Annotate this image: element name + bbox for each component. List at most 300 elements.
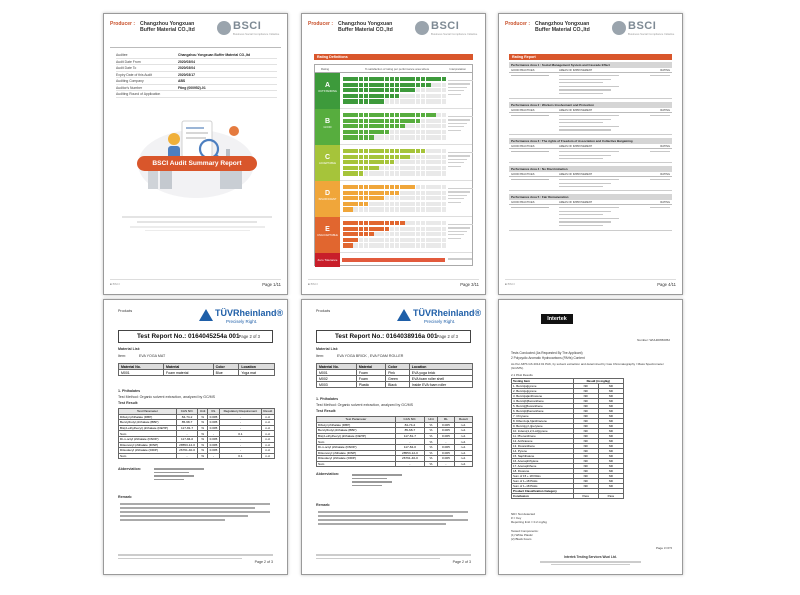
table-cell: 10. Indeno[1,2,3-cd]pyrene (512, 429, 574, 434)
table-cell: % (424, 439, 437, 445)
rating-scale (343, 185, 446, 213)
bsci-logo-icon (415, 21, 429, 35)
table-cell: 0.005 (207, 436, 219, 442)
column-header: Color (213, 364, 239, 370)
table-cell: Bis(2-ethylhexyl) phthalate (DEHP) (119, 425, 177, 431)
table-cell: n.d. (454, 433, 472, 439)
table-cell: ND (598, 459, 623, 464)
rating-letter: B (324, 118, 331, 125)
field-label: Audit Date From (116, 59, 141, 64)
table-cell: 16. Acenaphthylene (512, 459, 574, 464)
table-cell: - (207, 431, 219, 437)
column-header: Material No. (119, 364, 164, 370)
field-value: ABS (178, 79, 186, 83)
rating-badge (315, 73, 340, 109)
field-label: Expiry Date of this Audit (116, 72, 152, 77)
table-cell: % (198, 436, 208, 442)
table-cell: - (220, 442, 261, 448)
table-cell: M001 (317, 370, 357, 376)
footer-logo: ■ BSCI (110, 282, 120, 286)
field-label: Auditee (116, 53, 128, 57)
field-value: 2020/03/04 (178, 59, 195, 64)
table-cell: ND (598, 479, 623, 484)
table-cell: EVA foam roller shell (409, 376, 472, 382)
table-cell: Di-n-octyl phthalate (DNOP) (119, 436, 177, 442)
tuv-triangle-icon (397, 309, 411, 321)
table-cell: % (424, 422, 437, 428)
table-cell: ND (573, 459, 598, 464)
table-cell: 13. Fluoranthene (512, 444, 574, 449)
table-cell: 0.1 (220, 431, 261, 437)
table-cell: ND (573, 409, 598, 414)
rating-scale (343, 149, 446, 177)
bsci-logo-icon (612, 21, 626, 35)
table-cell: Dibutyl phthalate (DBP) (317, 422, 396, 428)
rating-scale (343, 113, 446, 141)
table-cell: Sum of 1~18 PAHs (512, 484, 574, 489)
table-cell: % (424, 428, 437, 434)
table-cell: 0.005 (207, 414, 219, 420)
table-cell: Sum (119, 453, 177, 459)
table-cell: ND (573, 479, 598, 484)
phthalate-results-table (118, 408, 275, 459)
rating-letter: D (324, 190, 331, 197)
material-table (316, 363, 473, 388)
column-header: Material No. (317, 364, 357, 370)
table-cell: ND (598, 484, 623, 489)
column-header: Unit (198, 409, 208, 415)
table-cell: % (424, 444, 437, 450)
table-cell: 0.005 (207, 420, 219, 426)
table-cell: n.d. (454, 450, 472, 456)
table-cell: 0.005 (438, 444, 455, 450)
table-cell: 117-84-0 (176, 436, 197, 442)
table-cell: n.d. (454, 461, 472, 467)
table-cell: Sum (317, 439, 396, 445)
field-label: Auditor's Number (116, 85, 143, 90)
page-footer: ■ BSCI Page 1/11 (110, 279, 281, 289)
table-cell: % (424, 433, 437, 439)
table-cell: 2. Benzo[e]pyrene (512, 389, 574, 394)
table-cell: Black (386, 382, 410, 388)
table-cell: Benzylbutyl phthalate (BBP) (119, 420, 177, 426)
table-cell: Sum of 1~18 PAHs (512, 479, 574, 484)
table-cell: 8. Dibenzo[a,h]anthracene (512, 419, 574, 424)
table-cell: 15. Naphthalene (512, 454, 574, 459)
field-value: 2020/03/17 (178, 72, 195, 77)
table-cell: - (395, 439, 424, 445)
table-cell: ND (598, 474, 623, 479)
column-header: Location (409, 364, 472, 370)
note-line: # = Key (511, 516, 522, 520)
material-table (118, 363, 275, 376)
rating-interpretation (448, 188, 473, 205)
performance-area-title: Performance Area 4 : No Discrimination (509, 166, 672, 172)
field-label: Auditing Company (116, 79, 144, 83)
column-header: Result (454, 417, 472, 423)
table-cell: - (176, 431, 197, 437)
field-label: Audit Date To (116, 66, 137, 70)
table-cell: % (424, 450, 437, 456)
page-header (110, 20, 281, 44)
table-cell: 5. Benzo[j]fluoranthene (512, 404, 574, 409)
table-cell: Plastic (356, 382, 385, 388)
table-cell: n.d. (261, 431, 274, 437)
table-cell: ND (573, 464, 598, 469)
performance-area-title: Performance Area 5 : Fair Remuneration (509, 194, 672, 200)
column-header: Result (in mg/kg) (573, 379, 623, 384)
table-cell: ND (598, 454, 623, 459)
audit-field-row (116, 91, 277, 98)
table-cell: % (198, 414, 208, 420)
table-cell: n.d. (261, 453, 274, 459)
remark-lines (120, 503, 270, 521)
table-cell: ND (598, 449, 623, 454)
table-cell: Dibutyl phthalate (DBP) (119, 414, 177, 420)
table-cell: n.d. (454, 456, 472, 462)
rating-letter: E (325, 226, 330, 233)
table-cell: n.d. (454, 439, 472, 445)
table-cell: 9. Benzo[g,h,i]perylene (512, 424, 574, 429)
table-cell: ND (573, 469, 598, 474)
page-footer: Page 2 of 3 (316, 554, 471, 568)
page-footer: Page 2 of 3 (118, 554, 273, 568)
rating-row (315, 73, 472, 109)
table-cell: - (220, 420, 261, 426)
table-cell: % (198, 431, 208, 437)
table-cell: % (198, 453, 208, 459)
performance-area-title: Performance Area 1 : Social Management System and Cascade Effect (509, 62, 672, 68)
column-header: Material (356, 364, 385, 370)
zero-tolerance-row: Zero Tolerance (315, 253, 472, 267)
rating-row (315, 217, 472, 253)
table-cell: % (198, 425, 208, 431)
conclusion-row: Conclusion Pass Pass (512, 494, 624, 499)
table-cell: M001 (119, 370, 164, 376)
column-header: Regulatory Requirement (220, 409, 261, 415)
table-cell: 12. Anthracene (512, 439, 574, 444)
table-cell: ND (573, 434, 598, 439)
table-cell: Inside EVA foam roller (409, 382, 472, 388)
bsci-logo: BSCI Business Social Compliance Initiative (217, 20, 279, 38)
table-cell: 26761-40-0 (395, 456, 424, 462)
doc-page-tuv-report-1[interactable]: Products TÜVRheinland® Precisely Right. Test Report No.: 0164045254a 001 Page 2 of 3 Material List: Item: EVA YOGA MAT Material No. Material Color Location M001 Foam material Blue Yoga mat 1. Phthalates Test Method: Organic solvent extraction, analyzed by GC/MS Test Result: Test Parameter CAS NO. Unit RL Regulatory Requirement Result Dibutyl phthalate (DBP) 84-74-2 % 0.005 - n.d. Benzylbutyl phthalate (BBP) 85-68-7 % 0.005 - n.d. Bis(2-ethylhexyl) phthalate (DEHP) 117-81-7 % 0.005 - n.d. Sum - % - 0.1 n.d. Di-n-octyl phthalate (DNOP) 117-84-0 % 0.005 - n.d. Diisononyl phthalate (DINP) 28553-12-0 % 0.005 - n.d. Diisodecyl phthalate (DIDP) 26761-40-0 % 0.005 - n.d. Sum - % - 0.1 n.d. Abbreviation: Remark: Page 2 of 3 (103, 299, 288, 575)
column-header: CAS NO. (395, 417, 424, 423)
audit-fields (116, 52, 277, 98)
table-cell: % (424, 456, 437, 462)
page-footer: Intertek Testing Services Wuxi Ltd. (519, 555, 662, 565)
table-cell: M002 (317, 376, 357, 382)
field-value: Fting (000952)-01 (178, 85, 206, 90)
table-cell: ND (598, 464, 623, 469)
table-cell: n.d. (261, 420, 274, 426)
performance-area-title: Performance Area 2 : Workers Involvement and Protection (509, 102, 672, 108)
rating-interpretation (448, 80, 473, 97)
table-cell: ND (573, 449, 598, 454)
page-header: Producer : Changzhou Yongxuan Buffer Material CO.,ltd BSCI Business Social Compliance Initiative (308, 20, 478, 36)
table-cell: ND (598, 419, 623, 424)
table-cell: Green (386, 376, 410, 382)
table-cell: Diisononyl phthalate (DINP) (119, 442, 177, 448)
report-number-box: Test Report No.: 0164038916a 001 Page 2 of 3 (316, 330, 471, 343)
abbreviation-lines (154, 468, 204, 480)
column-header: RL (438, 417, 455, 423)
table-cell: 4. Benzo[b]fluoranthene (512, 399, 574, 404)
table-cell: n.d. (261, 448, 274, 454)
column-header: CAS NO. (176, 409, 197, 415)
column-header: Test Parameter (317, 417, 396, 423)
table-cell: 0.005 (207, 442, 219, 448)
table-cell: 6. Benzo[k]fluoranthene (512, 409, 574, 414)
rating-name: INSUFFICIENT (318, 198, 337, 201)
table-row (317, 461, 473, 467)
table-cell: ND (573, 399, 598, 404)
table-cell: ND (573, 384, 598, 389)
rating-name: UNACCEPTABLE (317, 234, 338, 237)
table-cell: - (176, 453, 197, 459)
rating-table-header: Rating % satisfaction of rating per performance area where Interpretation (315, 65, 472, 73)
table-cell: Sum (119, 431, 177, 437)
performance-area: Performance Area 3 : The rights of Freedom of Association and Collective Bargaining GOOD PRACTICES AREAS OF IMPROVEMENT RATING (509, 138, 672, 163)
table-cell: 0.005 (438, 450, 455, 456)
report-banner: BSCI Audit Summary Report (137, 156, 257, 171)
table-cell: Bis(2-ethylhexyl) phthalate (DEHP) (317, 433, 396, 439)
table-cell: 18. Fluorene (512, 469, 574, 474)
table-cell: ND (598, 439, 623, 444)
bsci-logo: BSCI Business Social Compliance Initiative (612, 20, 674, 38)
table-cell: ND (598, 444, 623, 449)
table-row (119, 370, 275, 376)
producer-label: Producer : (110, 21, 136, 27)
table-cell: Yoga mat (239, 370, 275, 376)
table-row (317, 382, 473, 388)
table-cell: 117-84-0 (395, 444, 424, 450)
table-cell: Benzylbutyl phthalate (BBP) (317, 428, 396, 434)
table-cell: n.d. (261, 425, 274, 431)
abbreviation-lines (352, 474, 402, 486)
column-header: Unit (424, 417, 437, 423)
doc-page-rating-definitions[interactable] (301, 13, 486, 295)
column-header: Test Parameter (119, 409, 177, 415)
table-cell: 117-81-7 (395, 433, 424, 439)
table-cell: EVA yoga brick (409, 370, 472, 376)
tuv-triangle-icon (199, 309, 213, 321)
table-cell: ND (598, 399, 623, 404)
table-cell: ND (573, 404, 598, 409)
column-header: Result (261, 409, 274, 415)
column-header: Testing Item (512, 379, 574, 384)
rating-badge (315, 109, 340, 145)
column-header: Color (386, 364, 410, 370)
table-cell: % (198, 420, 208, 426)
doc-page-tuv-report-2[interactable]: Products TÜVRheinland® Precisely Right. Test Report No.: 0164038916a 001 Page 2 of 3 Material List: Item: EVA YOGA BRICK , EVA FOAM ROLLER Material No. Material Color Location M001 Foam Pink EVA yoga brick M002 Foam Green EVA foam roller shell M003 Plastic Black Inside EVA foam roller 1. Phthalates Test Method: Organic solvent extraction, analyzed by GC/MS Test Result: Test Parameter CAS NO. Unit RL Result Dibutyl phthalate (DBP) 84-74-2 % 0.005 n.d. Benzylbutyl phthalate (BBP) 85-68-7 % 0.005 n.d. Bis(2-ethylhexyl) phthalate (DEHP) 117-81-7 % 0.005 n.d. Sum - % - n.d. Di-n-octyl phthalate (DNOP) 117-84-0 % 0.005 n.d. Diisononyl phthalate (DINP) 28553-12-0 % 0.005 n.d. Diisodecyl phthalate (DIDP) 26761-40-0 % 0.005 n.d. Sum - % - n.d. Abbreviation: Remark: Page 2 of 3 (301, 299, 486, 575)
rating-row (315, 109, 472, 145)
table-cell: n.d. (261, 436, 274, 442)
section-title: Rating Definitions (314, 54, 473, 60)
table-cell: 0.005 (207, 448, 219, 454)
table-cell: ND (573, 414, 598, 419)
table-cell: 117-81-7 (176, 425, 197, 431)
table-row (119, 453, 275, 459)
table-cell: 0.005 (207, 425, 219, 431)
tuv-logo: TÜVRheinland® Precisely Right. (199, 307, 279, 329)
bsci-logo: BSCI Business Social Compliance Initiative (415, 20, 477, 38)
report-number-box: Test Report No.: 0164045254a 001 Page 2 of 3 (118, 330, 273, 343)
table-cell: - (220, 436, 261, 442)
table-cell: - (438, 461, 455, 467)
tested-components: Tested Components: (1) White Plastic (2) Black Foam (511, 529, 539, 541)
rating-row (315, 145, 472, 181)
table-cell: ND (573, 444, 598, 449)
bsci-logo-icon (217, 21, 231, 35)
table-cell: ND (598, 434, 623, 439)
rating-row (315, 181, 472, 217)
table-cell: Sum (317, 461, 396, 467)
performance-area: Performance Area 5 : Fair Remuneration GOOD PRACTICES AREAS OF IMPROVEMENT RATING (509, 194, 672, 231)
table-cell: ND (573, 429, 598, 434)
table-cell: ND (573, 474, 598, 479)
table-cell: % (198, 448, 208, 454)
table-cell: ND (598, 469, 623, 474)
table-cell: ND (573, 454, 598, 459)
table-cell: 28553-12-0 (176, 442, 197, 448)
table-cell: - (220, 414, 261, 420)
rating-interpretation (448, 224, 473, 241)
table-cell: ND (598, 424, 623, 429)
phthalate-results-table (316, 416, 473, 467)
table-cell: 0.1 (220, 453, 261, 459)
section-title: Rating Report (509, 54, 672, 60)
column-header: Location (239, 364, 275, 370)
table-cell: Foam (356, 376, 385, 382)
table-cell: Diisodecyl phthalate (DIDP) (119, 448, 177, 454)
table-cell: ND (598, 404, 623, 409)
table-cell: Diisodecyl phthalate (DIDP) (317, 456, 396, 462)
table-cell: n.d. (261, 414, 274, 420)
rating-badge (315, 181, 340, 217)
table-cell: n.d. (454, 444, 472, 450)
table-cell: 26761-40-0 (176, 448, 197, 454)
table-cell: ND (598, 394, 623, 399)
table-cell: n.d. (454, 428, 472, 434)
page-footer: ■ BSCI Page 4/11 (505, 279, 676, 289)
table-cell: - (207, 453, 219, 459)
table-cell: - (220, 448, 261, 454)
table-cell: ND (598, 414, 623, 419)
table-cell: - (220, 425, 261, 431)
intertek-logo: Intertek (541, 314, 573, 324)
table-cell: 85-68-7 (395, 428, 424, 434)
rating-badge (315, 217, 340, 253)
note-line: Reporting limit = 0.2 mg/kg (511, 520, 547, 524)
table-cell: - (395, 461, 424, 467)
table-cell: 28553-12-0 (395, 450, 424, 456)
header-divider (110, 47, 281, 48)
table-cell: n.d. (261, 442, 274, 448)
table-cell: 3. Benzo[a]anthracene (512, 394, 574, 399)
rating-name: ACCEPTABLE (319, 162, 336, 165)
table-cell: ND (573, 484, 598, 489)
rating-letter: C (324, 154, 331, 161)
performance-area: Performance Area 2 : Workers Involvement and Protection GOOD PRACTICES AREAS OF IMPROVEMENT RATING (509, 102, 672, 135)
table-cell: Foam material (164, 370, 214, 376)
doc-page-intertek-report[interactable]: Intertek Number: WUH00650052 Tests Conducted (As Requested By The Applicant) 2 Polycyclic Aromatic Hydrocarbons (PAHs) Content As Per AfPS GS 2014:01 PAK, by solvent extraction and determined by Gas Chromatography / Mass Spectrometer (GC/MS). 2.1 PAH Results Testing Item Result (in mg/kg) 1. Benzo[a]pyrene ND ND 2. Benzo[e]pyrene ND ND 3. Benzo[a]anthracene ND ND 4. Benzo[b]fluoranthene ND ND 5. Benzo[j]fluoranthene ND ND 6. Benzo[k]fluoranthene ND ND 7. Chrysene ND ND 8. Dibenzo[a,h]anthracene ND ND 9. Benzo[g,h,i]perylene ND ND 10. Indeno[1,2,3-cd]pyrene ND ND 11. Phenanthrene ND ND 12. Anthracene ND ND 13. Fluoranthene ND ND 14. Pyrene ND ND 15. Naphthalene ND ND 16. Acenaphthylene ND ND 17. Acenaphthene ND ND 18. Fluorene ND ND Sum of 15 + 18 PAHs ND ND Sum of 1~18 PAHs ND ND Sum of 1~18 PAHs ND ND Product Classification Category Conclusion Pass Pass ND= Not detected # = Key Reporting limit = 0.2 mg/kg Tested Components: (1) White Plastic (2) Black Foam Page 3 Of 5 Intertek Testing Services Wuxi Ltd. (498, 299, 683, 575)
performance-area: Performance Area 1 : Social Management System and Cascade Effect GOOD PRACTICES AREAS OF IMPROVEMENT RATING (509, 62, 672, 99)
table-cell: 17. Acenaphthene (512, 464, 574, 469)
rating-name: GOOD (323, 126, 332, 129)
rating-name: OUTSTANDING (318, 90, 337, 93)
performance-areas (509, 62, 672, 234)
table-cell: 0.005 (438, 422, 455, 428)
table-cell: ND (573, 394, 598, 399)
performance-area-title: Performance Area 3 : The rights of Freedom of Association and Collective Bargaining (509, 138, 672, 144)
table-cell: Foam (356, 370, 385, 376)
pah-notes (511, 512, 547, 524)
table-cell: Diisononyl phthalate (DINP) (317, 450, 396, 456)
table-cell: ND (598, 429, 623, 434)
tuv-logo: TÜVRheinland® Precisely Right. (397, 307, 477, 329)
rating-interpretation (448, 116, 473, 133)
table-cell: Blue (213, 370, 239, 376)
table-cell: 85-68-7 (176, 420, 197, 426)
doc-page-rating-report[interactable] (498, 13, 683, 295)
field-value: 2020/03/04 (178, 66, 195, 70)
table-cell: % (424, 461, 437, 467)
table-cell: 1. Benzo[a]pyrene (512, 384, 574, 389)
table-cell: Sum of 15 + 18 PAHs (512, 474, 574, 479)
producer-name: Changzhou Yongxuan Buffer Material CO.,ltd (140, 21, 195, 33)
table-cell: 0.005 (438, 433, 455, 439)
remark-lines (318, 511, 468, 525)
rating-interpretation (448, 152, 473, 169)
note-line: ND= Not detected (511, 512, 535, 516)
footnote-text (122, 216, 272, 231)
table-cell: 14. Pyrene (512, 449, 574, 454)
table-cell: ND (598, 409, 623, 414)
table-cell: ND (573, 389, 598, 394)
table-cell: ND (598, 389, 623, 394)
doc-page-bsci-cover[interactable] (103, 13, 288, 295)
table-cell: Di-n-octyl phthalate (DNOP) (317, 444, 396, 450)
table-cell: ND (573, 424, 598, 429)
table-cell: - (438, 439, 455, 445)
table-cell: 11. Phenanthrene (512, 434, 574, 439)
rating-table (314, 64, 473, 266)
performance-area: Performance Area 4 : No Discrimination GOOD PRACTICES AREAS OF IMPROVEMENT RATING (509, 166, 672, 191)
rating-scale (343, 221, 446, 249)
rating-badge (315, 145, 340, 181)
classification-row: Product Classification Category (512, 489, 624, 494)
pah-results-table (511, 378, 624, 499)
table-cell: 7. Chrysene (512, 414, 574, 419)
field-label: Auditing Round of Application (116, 92, 161, 96)
column-header: RL (207, 409, 219, 415)
table-cell: ND (573, 439, 598, 444)
table-cell: 0.005 (438, 428, 455, 434)
table-cell: 84-74-2 (395, 422, 424, 428)
table-cell: ND (573, 419, 598, 424)
table-cell: 84-74-2 (176, 414, 197, 420)
table-cell: 0.005 (438, 456, 455, 462)
table-cell: ND (598, 384, 623, 389)
page-footer: ■ BSCI Page 3/11 (308, 279, 479, 289)
table-cell: % (198, 442, 208, 448)
rating-letter: A (324, 82, 331, 89)
table-cell: M003 (317, 382, 357, 388)
table-cell: Pink (386, 370, 410, 376)
rating-scale (343, 77, 446, 105)
page-header: Producer : Changzhou Yongxuan Buffer Material CO.,ltd BSCI Business Social Compliance Initiative (505, 20, 675, 36)
